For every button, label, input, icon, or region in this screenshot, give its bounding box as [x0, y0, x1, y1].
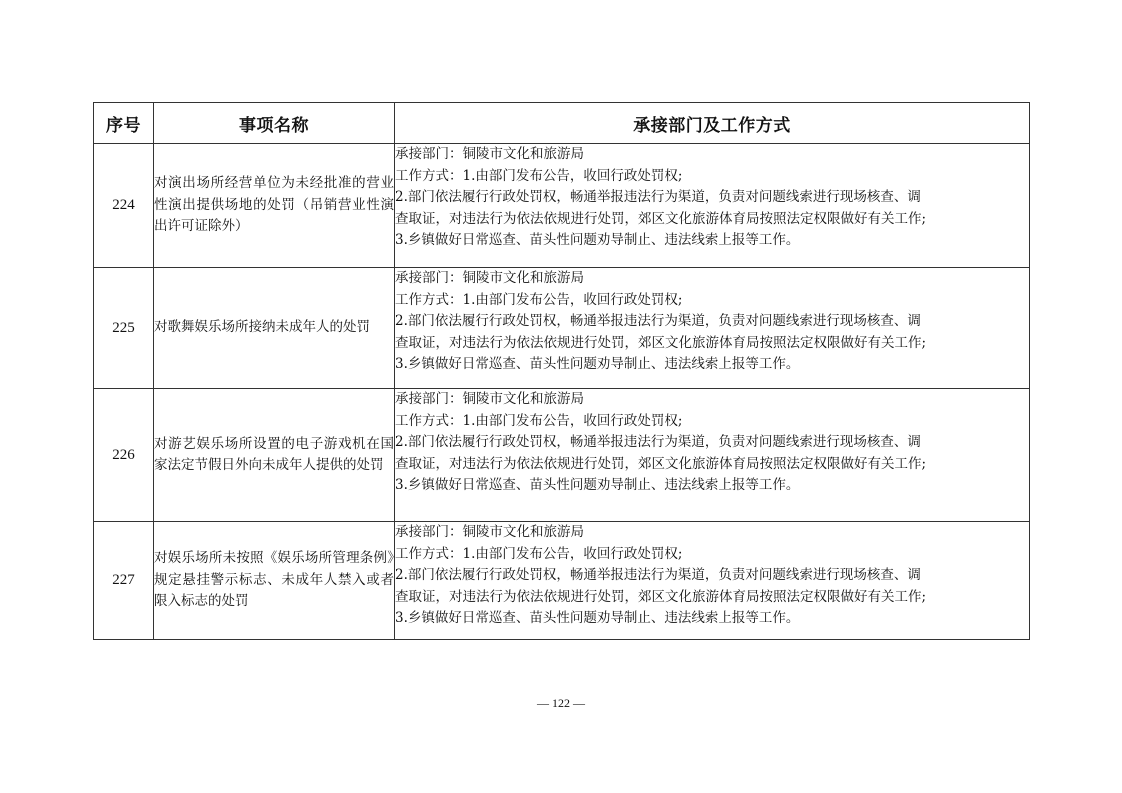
row-department-method — [395, 522, 1030, 640]
table-row — [94, 268, 1030, 389]
method-line: 工作方式：1.由部门发布公告，收回行政处罚权; — [395, 545, 683, 562]
method-line: 查取证，对违法行为依法依规进行处罚，郊区文化旅游体育局按照法定权限做好有关工作; — [395, 210, 927, 227]
department-line: 承接部门：铜陵市文化和旅游局 — [395, 146, 584, 162]
row-item-name: 对娱乐场所未按照《娱乐场所管理条例》规定悬挂警示标志、未成年人禁入或者限入标志的处罚 — [154, 522, 395, 640]
row-department-method — [395, 389, 1030, 522]
row-serial-number: 225 — [94, 268, 154, 389]
header-department-method: 承接部门及工作方式 — [395, 103, 1030, 144]
row-serial-number: 224 — [94, 144, 154, 268]
department-line: 承接部门：铜陵市文化和旅游局 — [395, 270, 584, 286]
page-number: — 122 — — [537, 696, 585, 710]
method-line: 2.部门依法履行行政处罚权，畅通举报违法行为渠道，负责对问题线索进行现场核查、调 — [395, 189, 921, 205]
method-line: 工作方式：1.由部门发布公告，收回行政处罚权; — [395, 167, 683, 184]
row-item-name: 对演出场所经营单位为未经批准的营业性演出提供场地的处罚（吊销营业性演出许可证除外） — [154, 144, 395, 268]
method-line: 2.部门依法履行行政处罚权，畅通举报违法行为渠道，负责对问题线索进行现场核查、调 — [395, 434, 921, 450]
table-header-row — [94, 103, 1030, 144]
method-line: 3.乡镇做好日常巡查、苗头性问题劝导制止、违法线索上报等工作。 — [395, 356, 800, 372]
department-line: 承接部门：铜陵市文化和旅游局 — [395, 524, 584, 540]
table-row — [94, 522, 1030, 640]
header-serial-number: 序号 — [94, 103, 154, 144]
table-row — [94, 144, 1030, 268]
row-serial-number: 226 — [94, 389, 154, 522]
department-line: 承接部门：铜陵市文化和旅游局 — [395, 391, 584, 407]
method-line: 3.乡镇做好日常巡查、苗头性问题劝导制止、违法线索上报等工作。 — [395, 610, 800, 626]
header-item-name: 事项名称 — [154, 103, 395, 144]
table-row — [94, 389, 1030, 522]
row-item-name: 对游艺娱乐场所设置的电子游戏机在国家法定节假日外向未成年人提供的处罚 — [154, 389, 395, 522]
row-department-method — [395, 268, 1030, 389]
method-line: 3.乡镇做好日常巡查、苗头性问题劝导制止、违法线索上报等工作。 — [395, 232, 800, 248]
method-line: 3.乡镇做好日常巡查、苗头性问题劝导制止、违法线索上报等工作。 — [395, 477, 800, 493]
row-serial-number: 227 — [94, 522, 154, 640]
method-line: 工作方式：1.由部门发布公告，收回行政处罚权; — [395, 412, 683, 429]
method-line: 查取证，对违法行为依法依规进行处罚，郊区文化旅游体育局按照法定权限做好有关工作; — [395, 455, 927, 472]
row-department-method — [395, 144, 1030, 268]
matters-table — [93, 102, 1030, 640]
row-item-name: 对歌舞娱乐场所接纳未成年人的处罚 — [154, 268, 395, 389]
method-line: 2.部门依法履行行政处罚权，畅通举报违法行为渠道，负责对问题线索进行现场核查、调 — [395, 567, 921, 583]
method-line: 查取证，对违法行为依法依规进行处罚，郊区文化旅游体育局按照法定权限做好有关工作; — [395, 334, 927, 351]
method-line: 2.部门依法履行行政处罚权，畅通举报违法行为渠道，负责对问题线索进行现场核查、调 — [395, 313, 921, 329]
method-line: 工作方式：1.由部门发布公告，收回行政处罚权; — [395, 291, 683, 308]
method-line: 查取证，对违法行为依法依规进行处罚，郊区文化旅游体育局按照法定权限做好有关工作; — [395, 588, 927, 605]
